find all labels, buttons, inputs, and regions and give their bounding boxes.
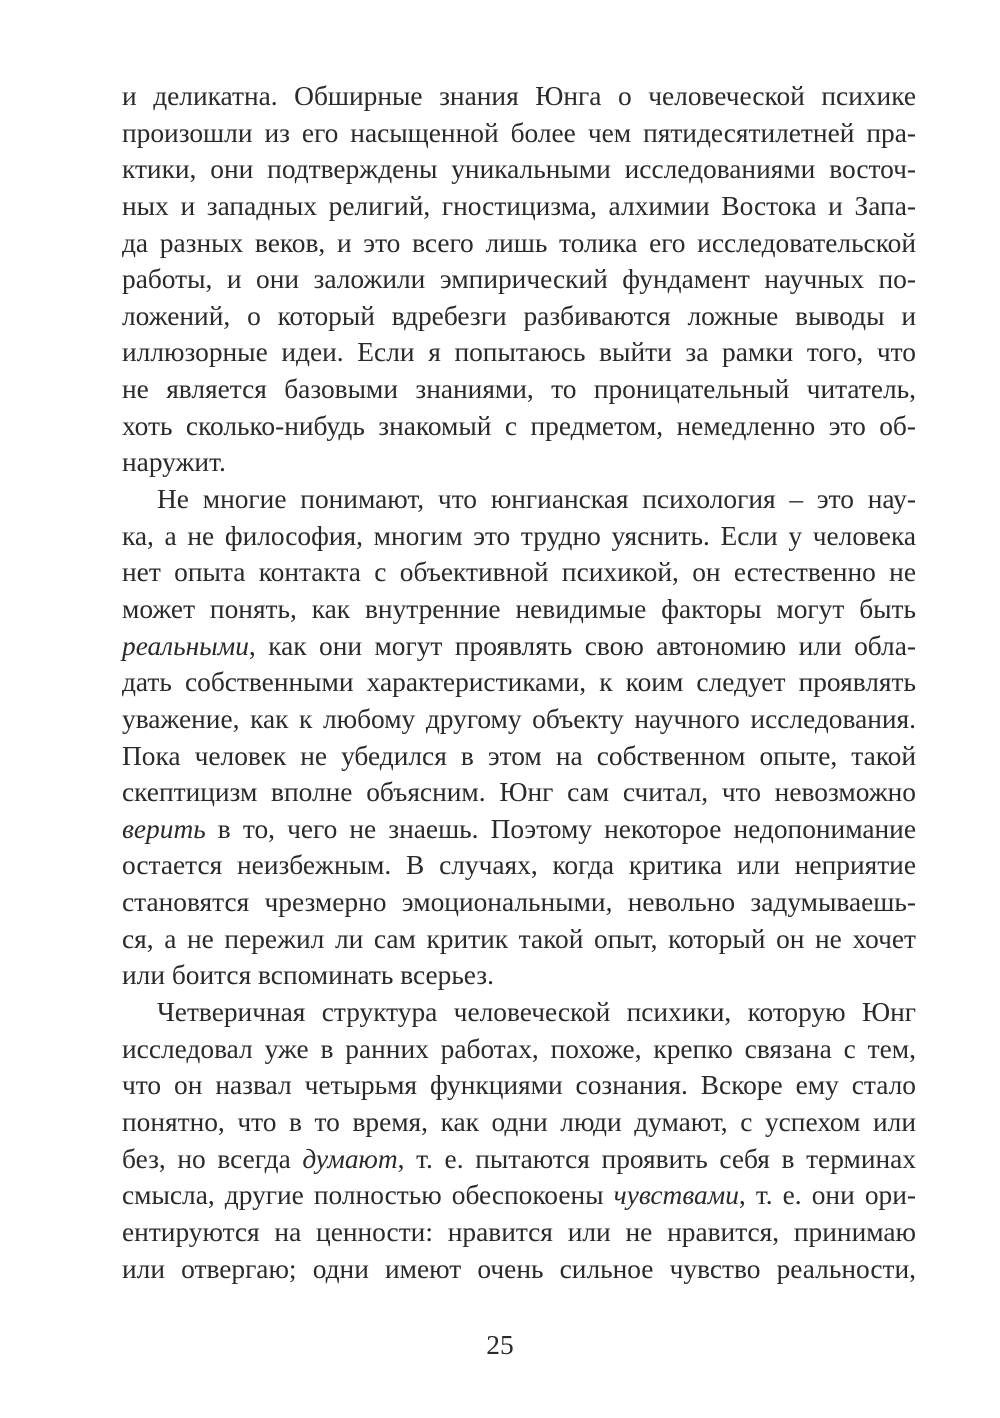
text-run: и деликатна. Обширные знания Юнга о человеческой психике xyxy=(122,81,916,111)
italic-text: думают xyxy=(302,1143,398,1174)
text-line xyxy=(122,1177,916,1214)
text-run: хоть сколько-нибудь знакомый с предметом, немедленно это об- xyxy=(122,410,916,441)
italic-text: верить xyxy=(122,813,206,844)
text-line xyxy=(122,847,916,884)
paragraph xyxy=(122,78,916,481)
text-line xyxy=(122,701,916,738)
text-run: Пока человек не убедился в этом на собственном опыте, такой xyxy=(122,740,916,771)
text-run: остается неизбежным. В случаях, когда критика или неприятие xyxy=(122,850,916,881)
text-line xyxy=(122,628,916,665)
text-run: что он назвал четырьмя функциями сознания. Вскоре ему стало xyxy=(122,1070,916,1101)
text-line xyxy=(122,518,916,555)
text-line xyxy=(122,738,916,775)
text-run: ктики, они подтверждены уникальными исследованиями восточ- xyxy=(122,154,916,185)
text-run: не является базовыми знаниями, то проницательный читатель, xyxy=(122,374,916,405)
text-line xyxy=(122,774,916,811)
text-line xyxy=(122,408,916,445)
text-line xyxy=(122,811,916,848)
text-run: нет опыта контакта с объективной психикой, он естественно не xyxy=(122,557,916,588)
text-line xyxy=(122,261,916,298)
text-line xyxy=(122,957,916,994)
text-run: да разных веков, и это всего лишь толика его исследовательской xyxy=(122,227,916,258)
text-line xyxy=(122,1067,916,1104)
text-run: , т. е. пытаются проявить себя в терминах xyxy=(397,1143,916,1174)
text-line xyxy=(122,884,916,921)
text-run: или отвергаю; одни имеют очень сильное чувство реальности, xyxy=(122,1253,916,1284)
page-text xyxy=(122,78,916,1287)
text-run: скептицизм вполне объясним. Юнг сам считал, что невозможно xyxy=(122,777,916,808)
text-run: или боится вспоминать всерьез. xyxy=(122,960,494,991)
text-run: наружит. xyxy=(122,447,226,478)
text-run: ных и западных религий, гностицизма, алхимии Востока и Запа- xyxy=(122,190,916,221)
text-run: ентируются на ценности: нравится или не нравится, принимаю xyxy=(122,1216,916,1247)
text-line xyxy=(122,1031,916,1068)
text-line xyxy=(122,298,916,335)
text-run: , как они могут проявлять свою автономию или обла- xyxy=(248,630,916,661)
text-line xyxy=(122,554,916,591)
text-line xyxy=(122,1104,916,1141)
text-run: Не многие понимают, что юнгианская психология – это нау- xyxy=(157,484,916,515)
text-run: в то, чего не знаешь. Поэтому некоторое недопонимание xyxy=(205,813,916,844)
text-line xyxy=(122,481,916,518)
text-run: без, но всегда xyxy=(122,1143,303,1174)
text-line xyxy=(122,664,916,701)
text-line xyxy=(122,371,916,408)
paragraph xyxy=(122,994,916,1287)
text-line xyxy=(122,1141,916,1178)
italic-text: чувствами xyxy=(613,1180,739,1211)
text-line xyxy=(122,921,916,958)
text-run: ся, а не пережил ли сам критик такой опыт, который он не хочет xyxy=(122,923,916,954)
italic-text: реальными xyxy=(122,630,249,661)
text-run: исследовал уже в ранних работах, похоже, крепко связана с тем, xyxy=(122,1033,916,1064)
text-run: дать собственными характеристиками, к коим следует проявлять xyxy=(122,667,916,698)
text-run: иллюзорные идеи. Если я попытаюсь выйти за рамки того, что xyxy=(122,337,916,368)
text-line xyxy=(122,334,916,371)
text-line xyxy=(122,151,916,188)
paragraph xyxy=(122,481,916,994)
text-run: , т. е. они ори- xyxy=(738,1180,916,1211)
text-run: ка, а не философия, многим это трудно уяснить. Если у человека xyxy=(122,520,916,551)
text-run: работы, и они заложили эмпирический фундамент научных по- xyxy=(122,264,916,295)
text-line xyxy=(122,1214,916,1251)
text-line xyxy=(122,444,916,481)
text-line xyxy=(122,1251,916,1288)
text-line xyxy=(122,225,916,262)
text-run: произошли из его насыщенной более чем пятидесятилетней пра- xyxy=(122,117,916,148)
text-run: понятно, что в то время, как одни люди думают, с успехом или xyxy=(122,1106,916,1137)
text-run: становятся чрезмерно эмоциональными, невольно задумываешь- xyxy=(122,887,916,918)
text-line xyxy=(122,188,916,225)
text-line xyxy=(122,115,916,152)
text-line xyxy=(122,591,916,628)
text-line xyxy=(122,994,916,1031)
text-run: смысла, другие полностью обеспокоены xyxy=(122,1180,614,1211)
text-run: уважение, как к любому другому объекту научного исследования. xyxy=(122,703,916,734)
text-run: Четверичная структура человеческой психики, которую Юнг xyxy=(157,997,916,1028)
text-line xyxy=(122,78,916,115)
page-number: 25 xyxy=(486,1330,514,1360)
text-run: может понять, как внутренние невидимые факторы могут быть xyxy=(122,593,916,624)
text-run: ложений, о который вдребезги разбиваются ложные выводы и xyxy=(122,300,916,331)
